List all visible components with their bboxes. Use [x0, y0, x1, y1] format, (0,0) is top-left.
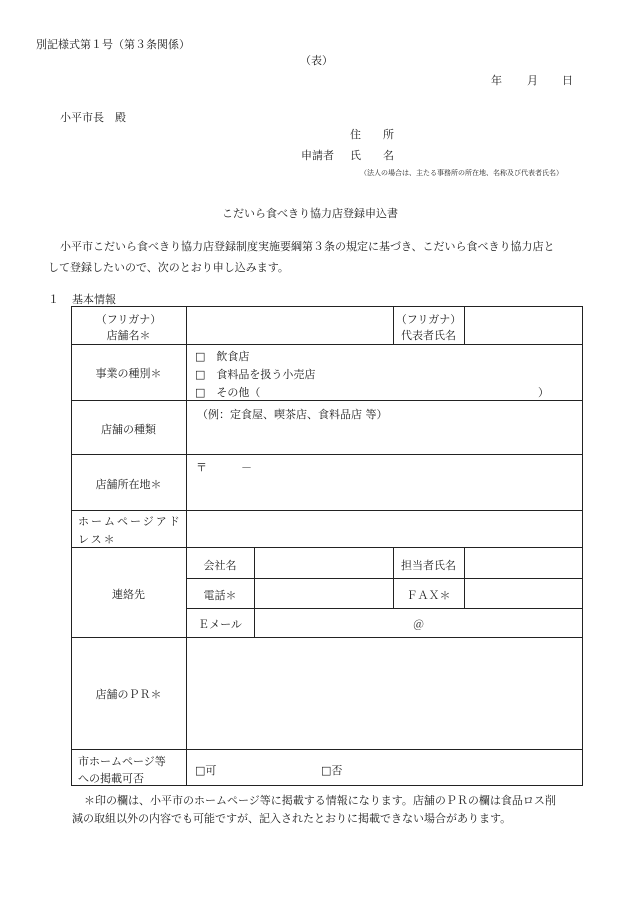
date-day-label: 日 [562, 74, 573, 87]
publish-label-line-1: 市ホームページ等 [78, 755, 166, 768]
email-at-mark: ＠ [413, 618, 424, 631]
side-label: （表） [300, 54, 333, 67]
business-option-restaurant[interactable]: □ 飲食店 [195, 350, 250, 363]
fax-input[interactable] [465, 579, 582, 608]
shop-name-furigana-label: （フリガナ） [95, 313, 162, 326]
shop-kind-input[interactable] [187, 401, 582, 454]
table-rule [71, 749, 583, 750]
publish-label-line-2: への掲載可否 [78, 772, 144, 785]
shop-name-label: 店舗名＊ [106, 329, 151, 342]
table-border-bottom [71, 785, 583, 786]
shop-kind-hint: （例：定食屋、喫茶店、食料品店 等） [197, 408, 388, 421]
shop-kind-label: 店舗の種類 [101, 423, 156, 436]
date-month-label: 月 [527, 74, 538, 87]
shop-pr-input[interactable] [187, 638, 582, 749]
business-type-label: 事業の種別＊ [95, 367, 162, 380]
address-input[interactable] [187, 455, 582, 510]
section-title: 基本情報 [72, 293, 116, 306]
footnote-line-1: ＊印の欄は、小平市のホームページ等に掲載する情報になります。店舗のＰＲの欄は食品ロス削 [84, 794, 556, 807]
homepage-label-line-1: ホームページアド [78, 515, 182, 528]
contact-person-input[interactable] [465, 548, 582, 578]
email-input[interactable] [255, 609, 582, 637]
contact-label: 連絡先 [112, 588, 145, 601]
footnote-line-2: 減の取組以外の内容でも可能ですが、記入されたとおりに掲載できない場合があります。 [72, 812, 512, 825]
intro-line-2: して登録したいので、次のとおり申し込みます。 [48, 261, 289, 274]
homepage-input[interactable] [187, 511, 582, 547]
business-option-food-retail[interactable]: □ 食料品を扱う小売店 [195, 368, 316, 381]
publish-yes-checkbox[interactable]: □可 [195, 764, 217, 777]
table-rule [71, 344, 583, 345]
fax-label: ＦＡＸ＊ [406, 589, 451, 602]
contact-person-label: 担当者氏名 [401, 559, 456, 572]
postal-mark: 〒 [196, 461, 207, 474]
shop-name-input[interactable] [187, 307, 393, 344]
rep-name-label: 代表者氏名 [401, 329, 456, 342]
intro-line-1: 小平市こだいら食べきり協力店登録制度実施要綱第３条の規定に基づき、こだいら食べきり協力店と [60, 240, 555, 253]
applicant-prefix: 申請者 [301, 149, 334, 162]
homepage-label-line-2: レス＊ [78, 533, 117, 546]
email-label: Ｅメール [198, 618, 242, 631]
rep-name-input[interactable] [465, 307, 582, 344]
table-border-right [582, 306, 583, 786]
company-label: 会社名 [203, 559, 237, 572]
business-option-other[interactable]: □ その他（ [195, 386, 261, 399]
applicant-address-label: 住 所 [350, 128, 394, 141]
rep-furigana-label: （フリガナ） [395, 313, 462, 326]
document-title: こだいら食べきり協力店登録申込書 [222, 207, 398, 220]
addressee: 小平市長 殿 [60, 111, 126, 124]
shop-pr-label: 店舗のＰＲ＊ [95, 688, 162, 701]
section-number: １ [48, 293, 59, 306]
address-label: 店舗所在地＊ [95, 478, 162, 491]
phone-input[interactable] [255, 579, 393, 608]
business-option-other-close: ） [538, 386, 549, 399]
date-year-label: 年 [491, 74, 502, 87]
postal-dash: － [241, 461, 252, 474]
basic-info-table [71, 306, 583, 786]
company-input[interactable] [255, 548, 393, 578]
phone-label: 電話＊ [203, 589, 237, 602]
publish-no-checkbox[interactable]: □否 [321, 764, 343, 777]
form-number: 別記様式第１号（第３条関係） [36, 38, 190, 51]
applicant-note: （法人の場合は、主たる事務所の所在地、名称及び代表者氏名） [360, 169, 563, 177]
applicant-name-label: 氏 名 [350, 149, 394, 162]
